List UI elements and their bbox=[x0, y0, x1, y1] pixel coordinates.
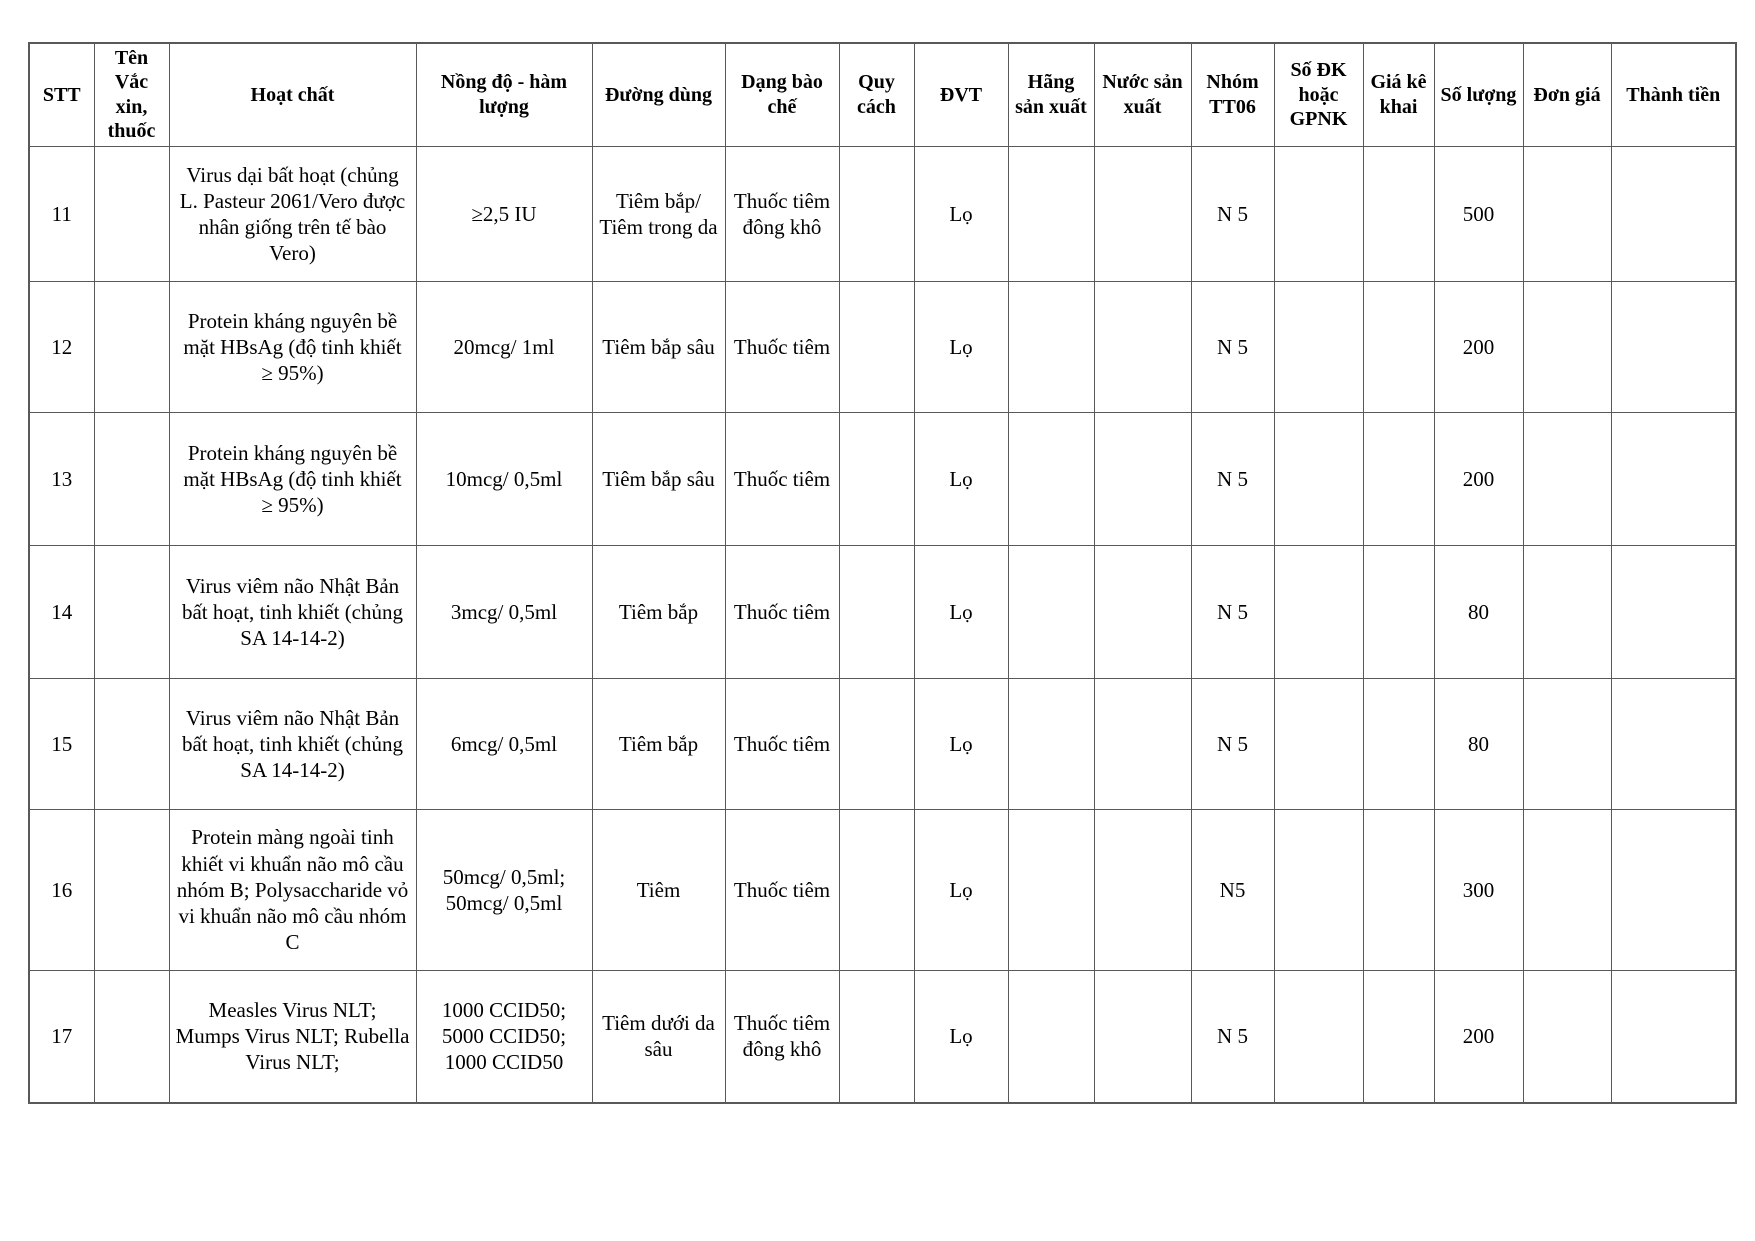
table-cell bbox=[1008, 678, 1094, 809]
table-cell bbox=[94, 281, 169, 412]
table-cell bbox=[1611, 809, 1736, 970]
table-cell: 1000 CCID50; 5000 CCID50; 1000 CCID50 bbox=[416, 970, 592, 1103]
table-cell: Tiêm dưới da sâu bbox=[592, 970, 725, 1103]
table-cell bbox=[1523, 281, 1611, 412]
table-cell bbox=[1094, 545, 1191, 678]
table-row bbox=[29, 970, 1736, 1103]
table-cell: 16 bbox=[29, 809, 94, 970]
table-cell bbox=[1094, 678, 1191, 809]
table-cell: 13 bbox=[29, 412, 94, 545]
table-cell bbox=[1523, 412, 1611, 545]
table-cell bbox=[1363, 678, 1434, 809]
table-cell bbox=[1274, 412, 1363, 545]
table-row bbox=[29, 809, 1736, 970]
table-cell: 15 bbox=[29, 678, 94, 809]
table-cell: Virus viêm não Nhật Bản bất hoạt, tinh khiết (chủng SA 14-14-2) bbox=[169, 678, 416, 809]
table-cell: Thuốc tiêm bbox=[725, 678, 839, 809]
table-cell bbox=[1274, 678, 1363, 809]
table-cell bbox=[1611, 412, 1736, 545]
table-cell: Lọ bbox=[914, 678, 1008, 809]
table-cell bbox=[94, 545, 169, 678]
table-row bbox=[29, 545, 1736, 678]
table-row bbox=[29, 678, 1736, 809]
table-cell: 200 bbox=[1434, 412, 1523, 545]
table-cell bbox=[839, 970, 914, 1103]
column-header: Hãng sản xuất bbox=[1008, 43, 1094, 146]
column-header: Đơn giá bbox=[1523, 43, 1611, 146]
table-cell: 200 bbox=[1434, 970, 1523, 1103]
table-cell: Tiêm bắp bbox=[592, 545, 725, 678]
table-cell: 6mcg/ 0,5ml bbox=[416, 678, 592, 809]
column-header: Tên Vắc xin, thuốc bbox=[94, 43, 169, 146]
column-header: Đường dùng bbox=[592, 43, 725, 146]
table-cell bbox=[1094, 970, 1191, 1103]
table-cell bbox=[1363, 545, 1434, 678]
table-cell: 11 bbox=[29, 146, 94, 281]
table-cell: N 5 bbox=[1191, 545, 1274, 678]
table-header-row bbox=[29, 43, 1736, 146]
table-cell bbox=[1008, 545, 1094, 678]
table-cell bbox=[94, 146, 169, 281]
column-header: Dạng bào chế bbox=[725, 43, 839, 146]
table-cell: 200 bbox=[1434, 281, 1523, 412]
table-cell: Measles Virus NLT; Mumps Virus NLT; Rubella Virus NLT; bbox=[169, 970, 416, 1103]
table-cell: Protein kháng nguyên bề mặt HBsAg (độ tinh khiết ≥ 95%) bbox=[169, 281, 416, 412]
table-cell: Thuốc tiêm bbox=[725, 809, 839, 970]
column-header: Số lượng bbox=[1434, 43, 1523, 146]
table-header bbox=[29, 43, 1736, 146]
table-cell bbox=[94, 678, 169, 809]
table-cell bbox=[1274, 809, 1363, 970]
table-cell: 10mcg/ 0,5ml bbox=[416, 412, 592, 545]
table-cell: 80 bbox=[1434, 678, 1523, 809]
table-row bbox=[29, 412, 1736, 545]
table-cell: Tiêm bắp sâu bbox=[592, 281, 725, 412]
table-cell bbox=[839, 678, 914, 809]
column-header: STT bbox=[29, 43, 94, 146]
table-cell bbox=[1094, 412, 1191, 545]
table-cell bbox=[1363, 412, 1434, 545]
table-cell bbox=[1363, 809, 1434, 970]
table-cell bbox=[1008, 809, 1094, 970]
table-cell: 17 bbox=[29, 970, 94, 1103]
table-cell bbox=[1008, 412, 1094, 545]
table-cell bbox=[1274, 970, 1363, 1103]
table-cell: N 5 bbox=[1191, 412, 1274, 545]
table-cell bbox=[1094, 809, 1191, 970]
table-cell bbox=[1611, 678, 1736, 809]
table-cell: 3mcg/ 0,5ml bbox=[416, 545, 592, 678]
table-cell: Lọ bbox=[914, 545, 1008, 678]
table-cell: N5 bbox=[1191, 809, 1274, 970]
table-cell bbox=[1008, 281, 1094, 412]
table-cell: Lọ bbox=[914, 970, 1008, 1103]
table-cell bbox=[1274, 545, 1363, 678]
table-cell bbox=[839, 412, 914, 545]
table-cell bbox=[1363, 970, 1434, 1103]
table-cell bbox=[1008, 970, 1094, 1103]
table-cell bbox=[839, 809, 914, 970]
table-cell bbox=[1363, 281, 1434, 412]
column-header: Quy cách bbox=[839, 43, 914, 146]
table-cell: Lọ bbox=[914, 281, 1008, 412]
table-cell bbox=[839, 281, 914, 412]
table-cell bbox=[1008, 146, 1094, 281]
table-cell: Lọ bbox=[914, 809, 1008, 970]
table-cell: 14 bbox=[29, 545, 94, 678]
table-cell: 20mcg/ 1ml bbox=[416, 281, 592, 412]
table-cell: Thuốc tiêm đông khô bbox=[725, 970, 839, 1103]
column-header: Thành tiền bbox=[1611, 43, 1736, 146]
table-cell: 12 bbox=[29, 281, 94, 412]
column-header: Số ĐK hoặc GPNK bbox=[1274, 43, 1363, 146]
table-cell bbox=[1611, 545, 1736, 678]
table-cell: Protein kháng nguyên bề mặt HBsAg (độ tinh khiết ≥ 95%) bbox=[169, 412, 416, 545]
table-cell bbox=[1274, 281, 1363, 412]
table-cell bbox=[839, 545, 914, 678]
table-cell bbox=[94, 970, 169, 1103]
table-cell: ≥2,5 IU bbox=[416, 146, 592, 281]
table-cell: N 5 bbox=[1191, 146, 1274, 281]
table-cell: Tiêm bắp/ Tiêm trong da bbox=[592, 146, 725, 281]
table-cell: Thuốc tiêm bbox=[725, 412, 839, 545]
table-cell: N 5 bbox=[1191, 970, 1274, 1103]
table-row bbox=[29, 281, 1736, 412]
table-cell bbox=[1523, 678, 1611, 809]
table-cell bbox=[1523, 545, 1611, 678]
table-cell bbox=[839, 146, 914, 281]
table-cell bbox=[1094, 281, 1191, 412]
column-header: Nước sản xuất bbox=[1094, 43, 1191, 146]
table-cell bbox=[1523, 809, 1611, 970]
column-header: Hoạt chất bbox=[169, 43, 416, 146]
table-cell: Lọ bbox=[914, 146, 1008, 281]
table-cell bbox=[94, 412, 169, 545]
table-cell: 300 bbox=[1434, 809, 1523, 970]
table-cell bbox=[94, 809, 169, 970]
table-cell bbox=[1611, 146, 1736, 281]
table-cell: Lọ bbox=[914, 412, 1008, 545]
column-header: Nồng độ - hàm lượng bbox=[416, 43, 592, 146]
column-header: Nhóm TT06 bbox=[1191, 43, 1274, 146]
table-cell: Tiêm bbox=[592, 809, 725, 970]
column-header: ĐVT bbox=[914, 43, 1008, 146]
table-cell: Tiêm bắp bbox=[592, 678, 725, 809]
table-row bbox=[29, 146, 1736, 281]
table-cell: 50mcg/ 0,5ml; 50mcg/ 0,5ml bbox=[416, 809, 592, 970]
table-body bbox=[29, 146, 1736, 1103]
vaccine-table bbox=[28, 42, 1737, 1104]
table-cell bbox=[1611, 970, 1736, 1103]
table-cell: 80 bbox=[1434, 545, 1523, 678]
table-cell bbox=[1094, 146, 1191, 281]
table-cell bbox=[1363, 146, 1434, 281]
table-cell: Tiêm bắp sâu bbox=[592, 412, 725, 545]
table-cell bbox=[1523, 970, 1611, 1103]
table-cell bbox=[1274, 146, 1363, 281]
table-cell: 500 bbox=[1434, 146, 1523, 281]
table-cell: Thuốc tiêm bbox=[725, 281, 839, 412]
table-cell: Virus viêm não Nhật Bản bất hoạt, tinh khiết (chủng SA 14-14-2) bbox=[169, 545, 416, 678]
table-cell: N 5 bbox=[1191, 678, 1274, 809]
column-header: Giá kê khai bbox=[1363, 43, 1434, 146]
table-cell: Thuốc tiêm đông khô bbox=[725, 146, 839, 281]
table-cell: N 5 bbox=[1191, 281, 1274, 412]
table-cell: Protein màng ngoài tinh khiết vi khuẩn não mô cầu nhóm B; Polysaccharide vỏ vi khuẩn não mô cầu nhóm C bbox=[169, 809, 416, 970]
table-cell: Virus dại bất hoạt (chủng L. Pasteur 2061/Vero được nhân giống trên tế bào Vero) bbox=[169, 146, 416, 281]
table-cell bbox=[1611, 281, 1736, 412]
table-cell: Thuốc tiêm bbox=[725, 545, 839, 678]
table-cell bbox=[1523, 146, 1611, 281]
